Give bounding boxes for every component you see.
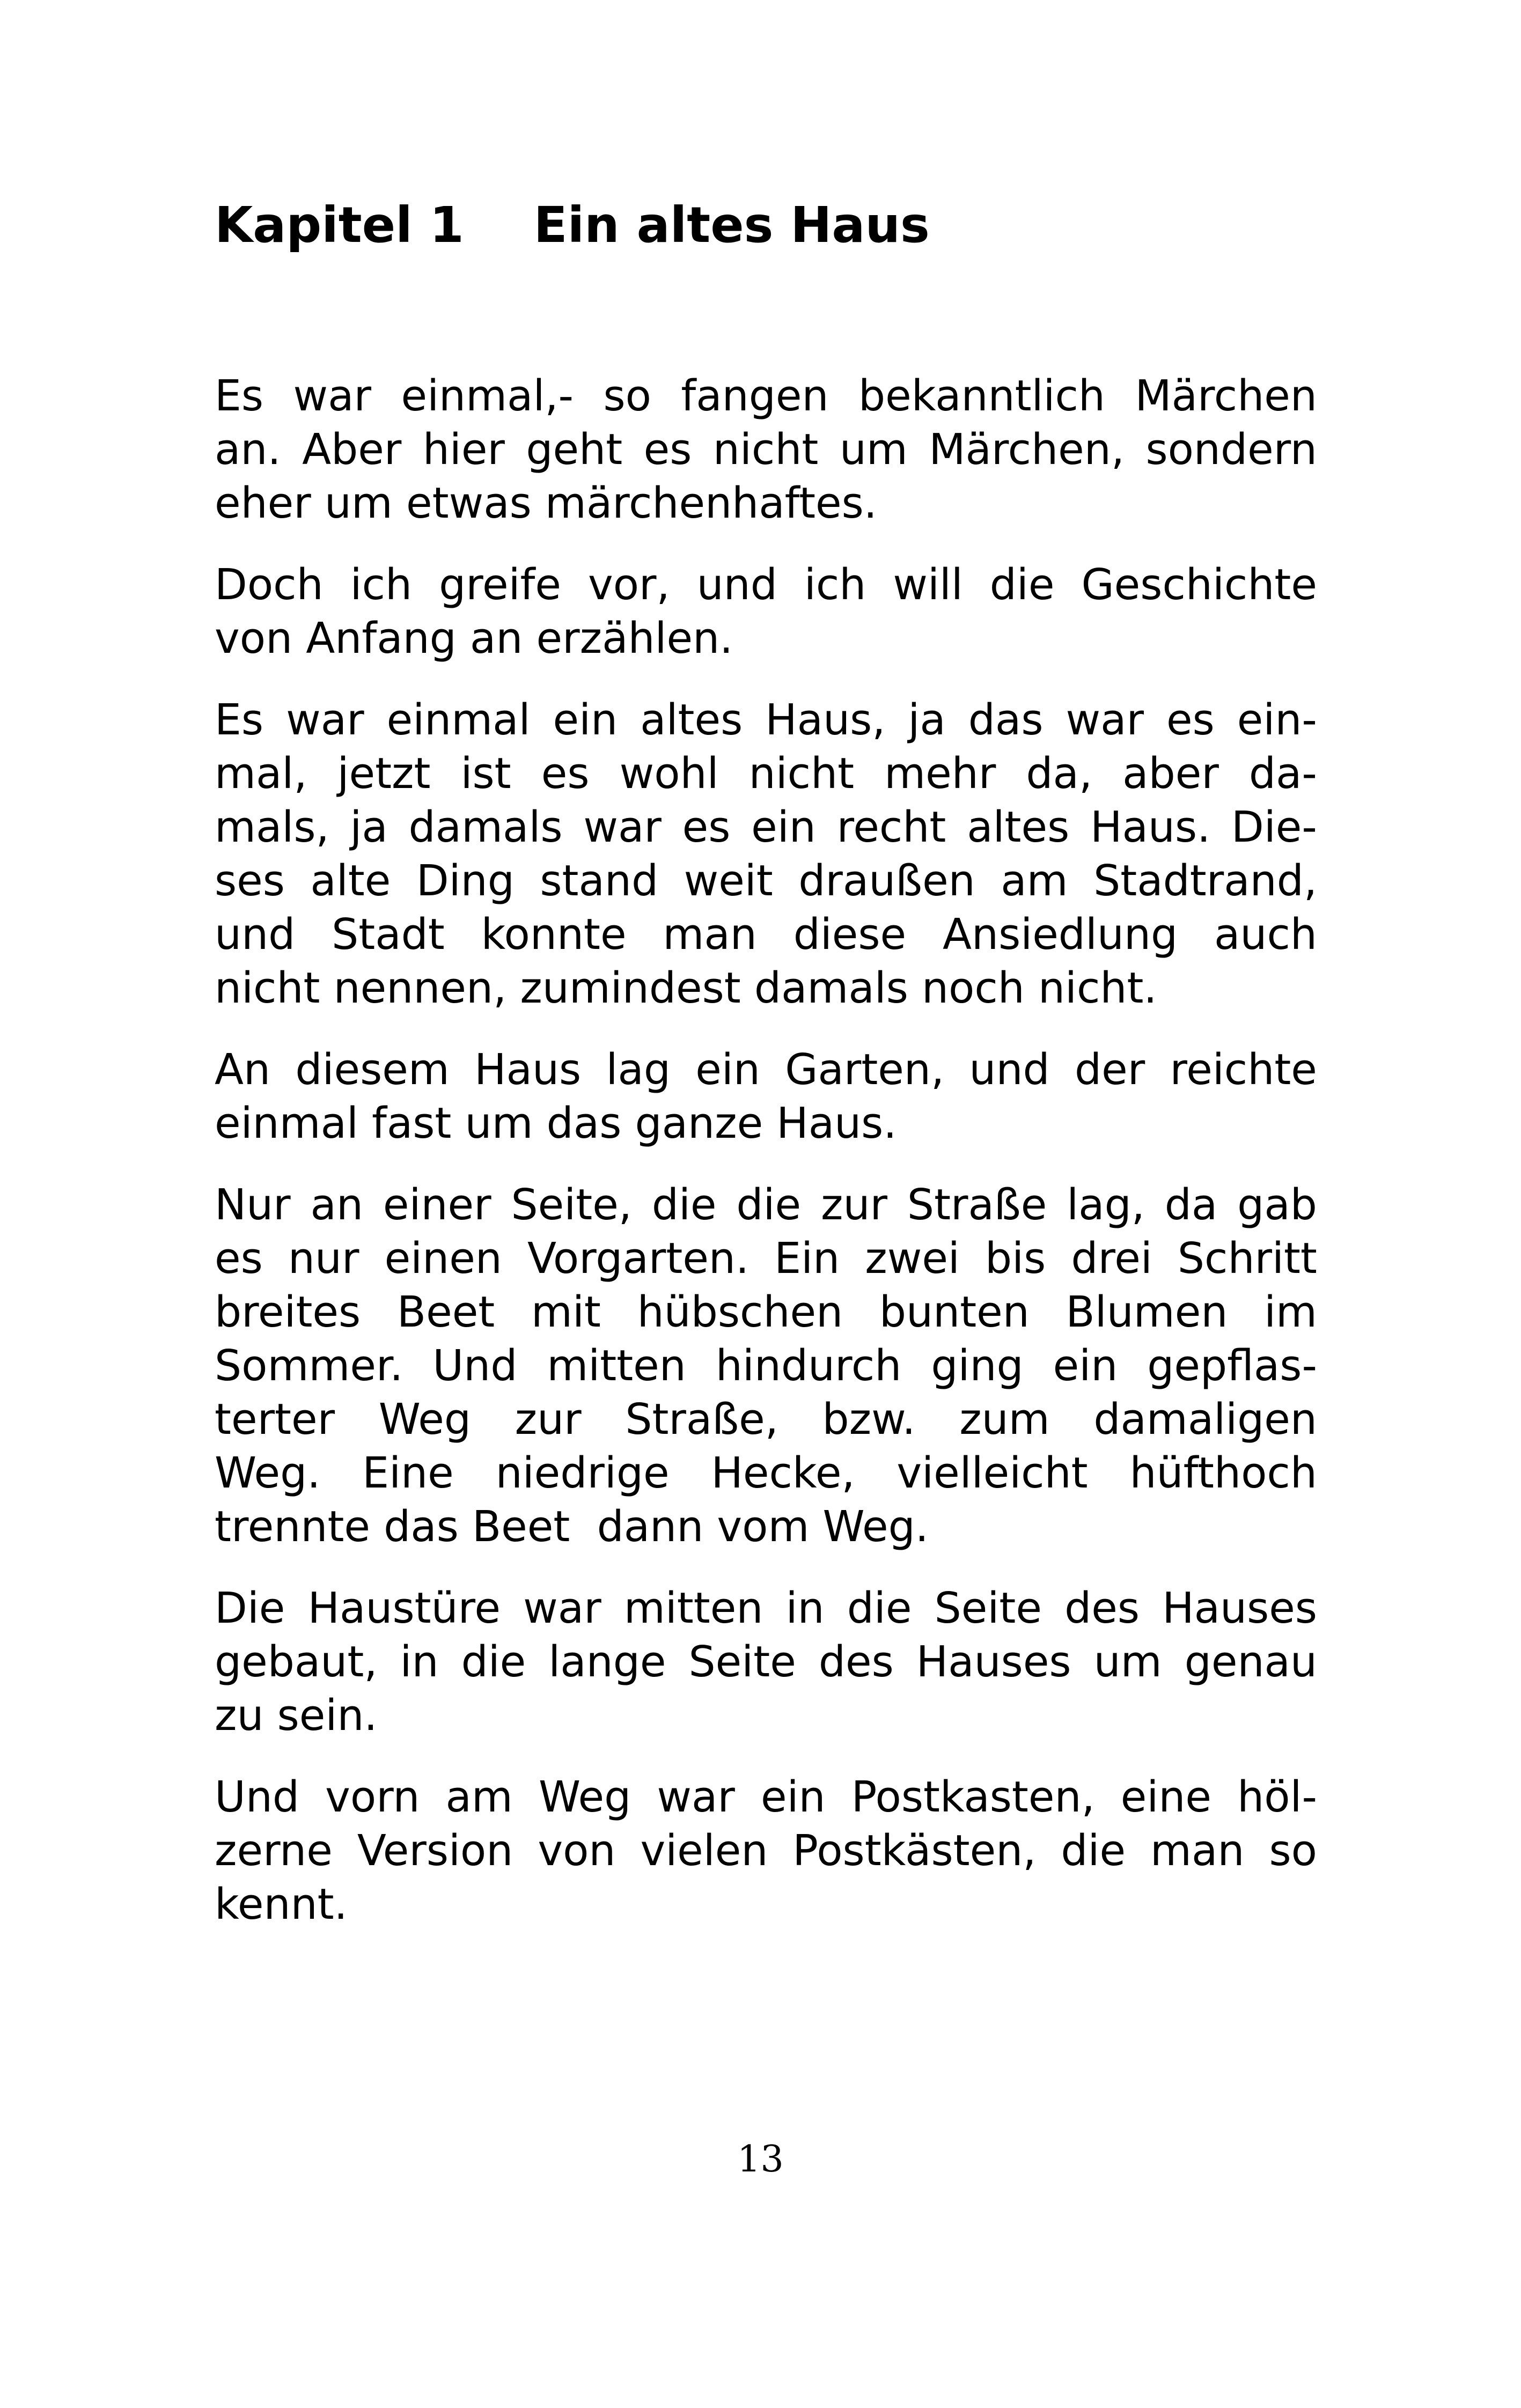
chapter-heading	[215, 196, 930, 255]
text-line: An diesem Haus lag ein Garten, und der reichte	[215, 1045, 1317, 1094]
text-line: Nur an einer Seite, die die zur Straße lag, da gab	[215, 1180, 1317, 1229]
text-line: trennte das Beet dann vom Weg.	[215, 1502, 929, 1551]
text-line: breites Beet mit hübschen bunten Blumen im	[215, 1287, 1317, 1337]
text-line: Sommer. Und mitten hindurch ging ein gepflas-	[215, 1341, 1317, 1390]
chapter-text	[215, 369, 1317, 1959]
text-line: Und vorn am Weg war ein Postkasten, eine höl-	[215, 1772, 1317, 1822]
page-number: 13	[737, 2138, 784, 2181]
text-line: einmal fast um das ganze Haus.	[215, 1099, 897, 1148]
paragraph	[215, 1043, 1317, 1150]
text-line: und Stadt konnte man diese Ansiedlung auch	[215, 910, 1317, 959]
text-line: eher um etwas märchenhaftes.	[215, 478, 877, 528]
text-line: Weg. Eine niedrige Hecke, vielleicht hüfthoch	[215, 1448, 1317, 1498]
paragraph	[215, 369, 1317, 530]
paragraph	[215, 693, 1317, 1015]
text-line: mal, jetzt ist es wohl nicht mehr da, aber da-	[215, 749, 1317, 798]
text-line: Es war einmal,- so fangen bekanntlich Märchen	[215, 371, 1317, 421]
paragraph	[215, 1581, 1317, 1742]
text-line: an. Aber hier geht es nicht um Märchen, sondern	[215, 425, 1317, 474]
chapter-number: Kapitel 1	[215, 196, 464, 254]
text-line: kennt.	[215, 1880, 348, 1929]
text-line: nicht nennen, zumindest damals noch nicht.	[215, 963, 1157, 1013]
text-line: terter Weg zur Straße, bzw. zum damaligen	[215, 1395, 1317, 1444]
text-line: Doch ich greife vor, und ich will die Geschichte	[215, 560, 1317, 609]
text-line: gebaut, in die lange Seite des Hauses um genau	[215, 1637, 1317, 1687]
chapter-title: Ein altes Haus	[533, 196, 930, 254]
paragraph	[215, 1770, 1317, 1931]
text-line: zerne Version von vielen Postkästen, die man so	[215, 1826, 1317, 1875]
text-line: zu sein.	[215, 1691, 378, 1740]
text-line: ses alte Ding stand weit draußen am Stadtrand,	[215, 856, 1317, 905]
text-line: mals, ja damals war es ein recht altes Haus. Die-	[215, 802, 1317, 852]
paragraph	[215, 1178, 1317, 1553]
text-line: Es war einmal ein altes Haus, ja das war es ein-	[215, 695, 1317, 745]
text-line: von Anfang an erzählen.	[215, 614, 733, 663]
paragraph	[215, 558, 1317, 665]
text-line: Die Haustüre war mitten in die Seite des Hauses	[215, 1584, 1317, 1633]
text-line: es nur einen Vorgarten. Ein zwei bis drei Schritt	[215, 1234, 1317, 1283]
